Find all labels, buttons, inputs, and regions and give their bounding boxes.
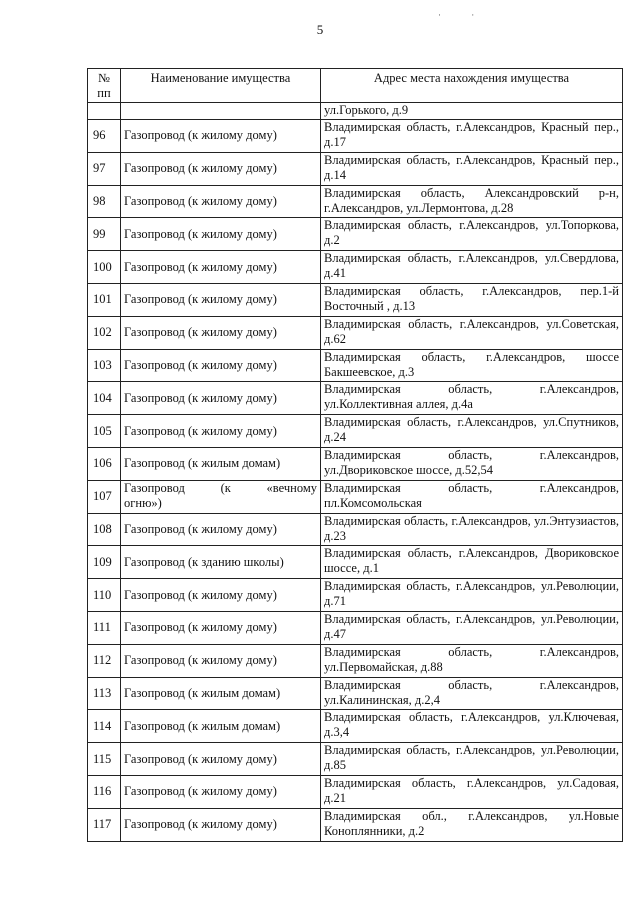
cell-num: 100 [88,251,121,284]
table-row [88,513,623,546]
cell-num: 112 [88,644,121,677]
cell-num: 117 [88,808,121,841]
cell-name: Газопровод (к жилому дому) [121,218,321,251]
cell-name [121,480,321,513]
cell-name: Газопровод (к жилому дому) [121,349,321,382]
cell-address: Владимирская область, г.Александров, Красный пер., д.14 [321,152,623,185]
cell-num: 107 [88,480,121,513]
table-row [88,480,623,513]
cell-address: Владимирская область, г.Александров, ул.Революции, д.71 [321,579,623,612]
table-row [88,283,623,316]
cell-address: Владимирская область, г.Александров, ул.Революции, д.47 [321,611,623,644]
cell-num: 114 [88,710,121,743]
cell-num: 101 [88,283,121,316]
table-row [88,218,623,251]
cell-num: 97 [88,152,121,185]
table-row [88,710,623,743]
cell-name: Газопровод (к жилому дому) [121,382,321,415]
table-row [88,415,623,448]
scan-specks: · · [438,10,489,20]
page-number: 5 [316,22,324,37]
cell-name: Газопровод (к жилому дому) [121,185,321,218]
cell-name-word: (к [220,480,231,495]
cell-address: Владимирская область, г.Александров, ул.Первомайская, д.88 [321,644,623,677]
cell-num: 110 [88,579,121,612]
table-row [88,808,623,841]
table-row [88,349,623,382]
cell-name-line2: огню») [124,495,162,510]
cell-name: Газопровод (к жилым домам) [121,677,321,710]
cell-num: 103 [88,349,121,382]
cell-address: Владимирская обл., г.Александров, ул.Новые Коноплянники, д.2 [321,808,623,841]
table-row [88,185,623,218]
cell-num: 104 [88,382,121,415]
cell-name: Газопровод (к жилому дому) [121,316,321,349]
cell-num: 108 [88,513,121,546]
cell-name-word: Газопровод [124,480,185,495]
cell-address: Владимирская область, г.Александров, ул.Спутников, д.24 [321,415,623,448]
cell-address: Владимирская область, г.Александров, ул.Садовая, д.21 [321,775,623,808]
cell-name-word: «вечному [266,480,317,495]
header-name: Наименование имущества [121,69,321,103]
cell-address: Владимирская область, г.Александров, ул.Ключевая, д.3,4 [321,710,623,743]
cell-name: Газопровод (к жилому дому) [121,644,321,677]
cell-name: Газопровод (к жилому дому) [121,415,321,448]
cell-num: 109 [88,546,121,579]
header-address: Адрес места нахождения имущества [321,69,623,103]
cell-name: Газопровод (к жилому дому) [121,251,321,284]
table-row [88,316,623,349]
table-row [88,677,623,710]
cell-num: 111 [88,611,121,644]
cell-address: Владимирская область, г.Александров, ул.Двориковское шоссе, д.52,54 [321,447,623,480]
cell-address: Владимирская область, г.Александров, Двориковское шоссе, д.1 [321,546,623,579]
cell-name: Газопровод (к жилому дому) [121,611,321,644]
cell-address: Владимирская область, г.Александров, Красный пер., д.17 [321,120,623,153]
table-header-row [88,69,623,103]
cell-name: Газопровод (к жилому дому) [121,283,321,316]
cell-name: Газопровод (к жилому дому) [121,579,321,612]
cell-num: 113 [88,677,121,710]
table-row [88,382,623,415]
cell-num: 99 [88,218,121,251]
table-row [88,644,623,677]
cell-address: Владимирская область, г.Александров, ул.Калининская, д.2,4 [321,677,623,710]
cell-num: 106 [88,447,121,480]
cell-address: Владимирская область, г.Александров, пер.1-й Восточный , д.13 [321,283,623,316]
table-row [88,120,623,153]
cell-name: Газопровод (к жилым домам) [121,710,321,743]
table-row [88,447,623,480]
continuation-row [88,103,623,120]
table-row [88,152,623,185]
cell-address: Владимирская область, г.Александров, ул.Энтузиастов, д.23 [321,513,623,546]
cell-address: Владимирская область, г.Александров, ул.Революции, д.85 [321,743,623,776]
cell-name: Газопровод (к жилому дому) [121,152,321,185]
table-row [88,611,623,644]
table-row [88,546,623,579]
table-row [88,775,623,808]
cell-num [88,103,121,120]
cell-num: 102 [88,316,121,349]
cell-num: 115 [88,743,121,776]
cell-name [121,103,321,120]
cell-name: Газопровод (к жилому дому) [121,808,321,841]
cell-name: Газопровод (к жилому дому) [121,775,321,808]
cell-name: Газопровод (к жилому дому) [121,743,321,776]
cell-address: Владимирская область, г.Александров, пл.Комсомольская [321,480,623,513]
cell-num: 105 [88,415,121,448]
cell-address: Владимирская область, г.Александров, ул.Топоркова, д.2 [321,218,623,251]
header-num: № пп [88,69,121,103]
table-row [88,579,623,612]
table-row [88,251,623,284]
cell-name-line1 [124,481,317,496]
cell-address: Владимирская область, г.Александров, ул.Советская, д.62 [321,316,623,349]
cell-address: Владимирская область, г.Александров, шоссе Бакшеевское, д.3 [321,349,623,382]
cell-address: ул.Горького, д.9 [321,103,623,120]
cell-num: 116 [88,775,121,808]
property-table [87,68,623,842]
cell-name: Газопровод (к жилому дому) [121,120,321,153]
cell-address: Владимирская область, г.Александров, ул.Коллективная аллея, д.4а [321,382,623,415]
cell-num: 96 [88,120,121,153]
cell-name: Газопровод (к жилому дому) [121,513,321,546]
cell-address: Владимирская область, Александровский р-н, г.Александров, ул.Лермонтова, д.28 [321,185,623,218]
cell-address: Владимирская область, г.Александров, ул.Свердлова, д.41 [321,251,623,284]
cell-name: Газопровод (к жилым домам) [121,447,321,480]
cell-num: 98 [88,185,121,218]
table-row [88,743,623,776]
cell-name: Газопровод (к зданию школы) [121,546,321,579]
